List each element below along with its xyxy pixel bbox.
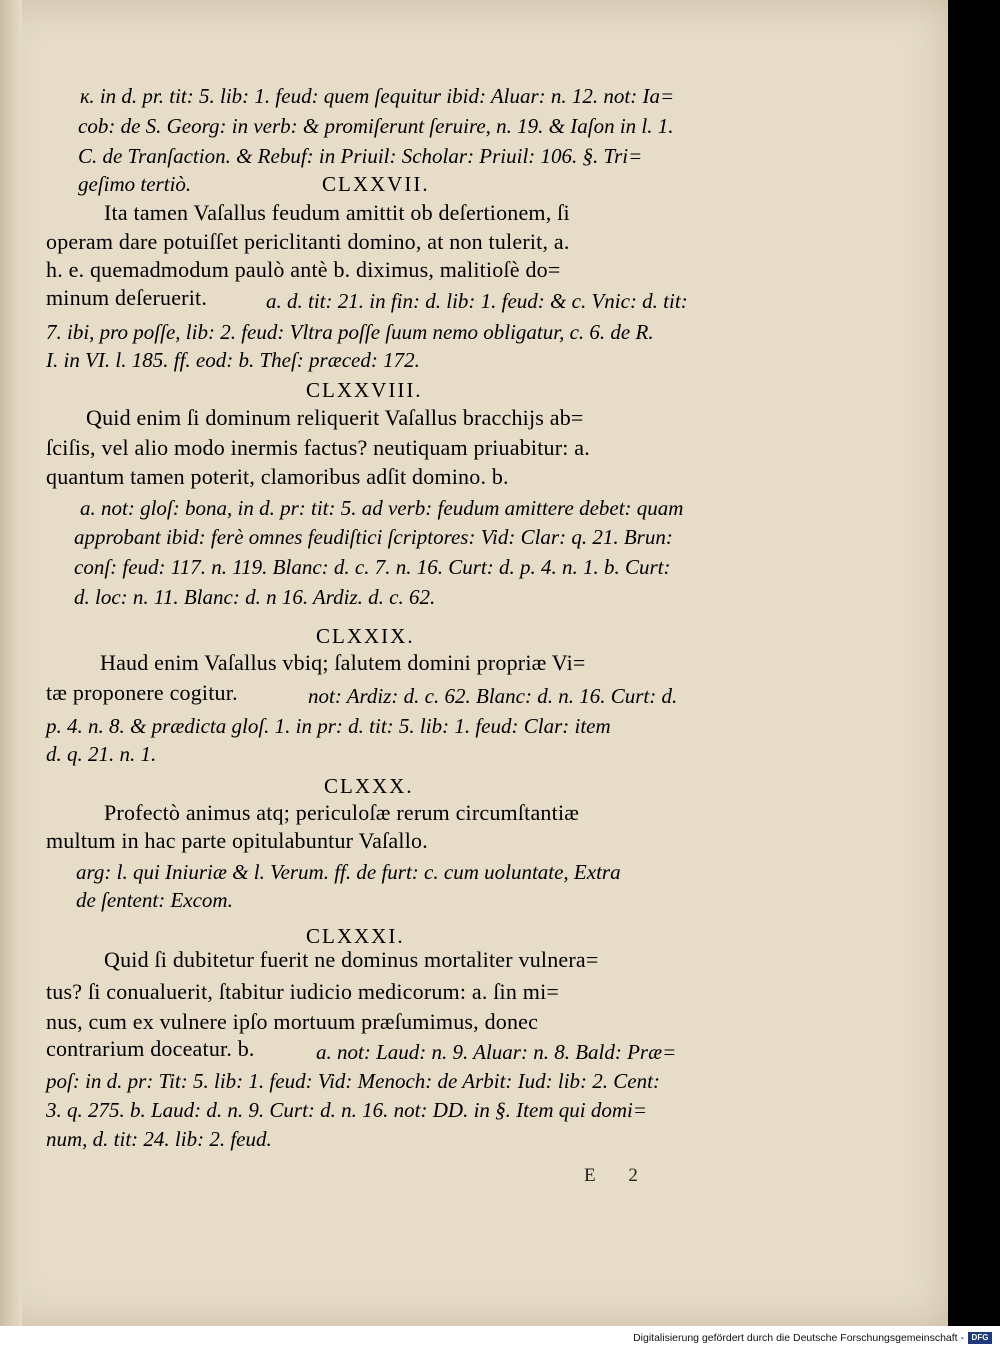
note-line: not: Ardiz: d. c. 62. Blanc: d. n. 16. Curt: d. [308, 684, 678, 708]
body-line: Quid ſi dubitetur fuerit ne dominus mortaliter vulnera= [104, 947, 599, 972]
note-line: poſ: in d. pr: Tit: 5. lib: 1. feud: Vid: Menoch: de Arbit: Iud: lib: 2. Cent: [46, 1069, 660, 1093]
note-line: 7. ibi, pro poſſe, lib: 2. feud: Vltra poſſe ſuum nemo obligatur, c. 6. de R. [46, 320, 654, 344]
body-line: quantum tamen poterit, clamoribus adſit domino. b. [46, 464, 509, 489]
section-heading: CLXXVIII. [306, 378, 423, 402]
section-heading: CLXXXI. [306, 924, 405, 948]
note-line: I. in VI. l. 185. ff. eod: b. Theſ: præced: 172. [46, 348, 420, 372]
section-heading: CLXXIX. [316, 624, 415, 648]
body-line: multum in hac parte opitulabuntur Vaſallo. [46, 828, 428, 853]
note-line: a. not: gloſ: bona, in d. pr: tit: 5. ad verb: feudum amittere debet: quam [80, 496, 684, 520]
body-line: operam dare potuiſſet periclitanti domino, at non tulerit, a. [46, 229, 570, 254]
note-line: a. not: Laud: n. 9. Aluar: n. 8. Bald: Præ= [316, 1040, 677, 1064]
note-line: conſ: feud: 117. n. 119. Blanc: d. c. 7. n. 16. Curt: d. p. 4. n. 1. b. Curt: [74, 555, 671, 579]
note-line: p. 4. n. 8. & prædicta gloſ. 1. in pr: d. tit: 5. lib: 1. feud: Clar: item [46, 714, 611, 738]
body-line: Ita tamen Vaſallus feudum amittit ob deſertionem, ſi [104, 200, 570, 225]
page-signature: E 2 [584, 1165, 652, 1186]
body-line: h. e. quemadmodum paulò antè b. diximus, malitioſè do= [46, 257, 561, 282]
note-line: num, d. tit: 24. lib: 2. feud. [46, 1127, 272, 1151]
section-heading: CLXXX. [324, 774, 414, 798]
note-line: arg: l. qui Iniuriæ & l. Verum. ff. de furt: c. cum uoluntate, Extra [76, 860, 621, 884]
body-line: tus? ſi conualuerit, ſtabitur iudicio medicorum: a. ſin mi= [46, 979, 559, 1004]
note-line: ĸ. in d. pr. tit: 5. lib: 1. feud: quem ſequitur ibid: Aluar: n. 12. not: Ia= [80, 84, 675, 108]
body-line: Profectò animus atq; periculoſæ rerum circumſtantiæ [104, 800, 580, 825]
note-line: approbant ibid: ferè omnes feudiſtici ſcriptores: Vid: Clar: q. 21. Brun: [74, 525, 673, 549]
body-line: Haud enim Vaſallus vbiq; ſalutem domini propriæ Vi= [100, 650, 586, 675]
digitization-footer [0, 1326, 1000, 1351]
note-line: C. de Tranſaction. & Rebuf: in Priuil: Scholar: Priuil: 106. §. Tri= [78, 144, 643, 168]
dfg-logo-icon: DFG [968, 1332, 992, 1344]
section-heading: CLXXVII. [322, 172, 430, 196]
body-line: ſciſis, vel alio modo inermis factus? neutiquam priuabitur: a. [46, 435, 590, 460]
note-line: cob: de S. Georg: in verb: & promiſerunt ſeruire, n. 19. & Iaſon in l. 1. [78, 114, 674, 138]
note-line: geſimo tertiò. [78, 172, 192, 196]
note-line: d. loc: n. 11. Blanc: d. n 16. Ardiz. d. c. 62. [74, 585, 436, 609]
body-line: contrarium doceatur. b. [46, 1036, 255, 1061]
body-line: minum deſeruerit. [46, 285, 208, 310]
footer-credit: Digitalisierung gefördert durch die Deutsche Forschungsgemeinschaft - [633, 1332, 964, 1344]
body-line: tæ proponere cogitur. [46, 680, 238, 705]
note-line: 3. q. 275. b. Laud: d. n. 9. Curt: d. n. 16. not: DD. in §. Item qui domi= [46, 1098, 647, 1122]
note-line: d. q. 21. n. 1. [46, 742, 157, 766]
page-gutter-shadow [0, 0, 22, 1326]
note-line: a. d. tit: 21. in fin: d. lib: 1. feud: & c. Vnic: d. tit: [266, 289, 688, 313]
body-line: nus, cum ex vulnere ipſo mortuum præſumimus, donec [46, 1009, 539, 1034]
note-line: de ſentent: Excom. [76, 888, 233, 912]
body-line: Quid enim ſi dominum reliquerit Vaſallus bracchijs ab= [86, 405, 584, 430]
